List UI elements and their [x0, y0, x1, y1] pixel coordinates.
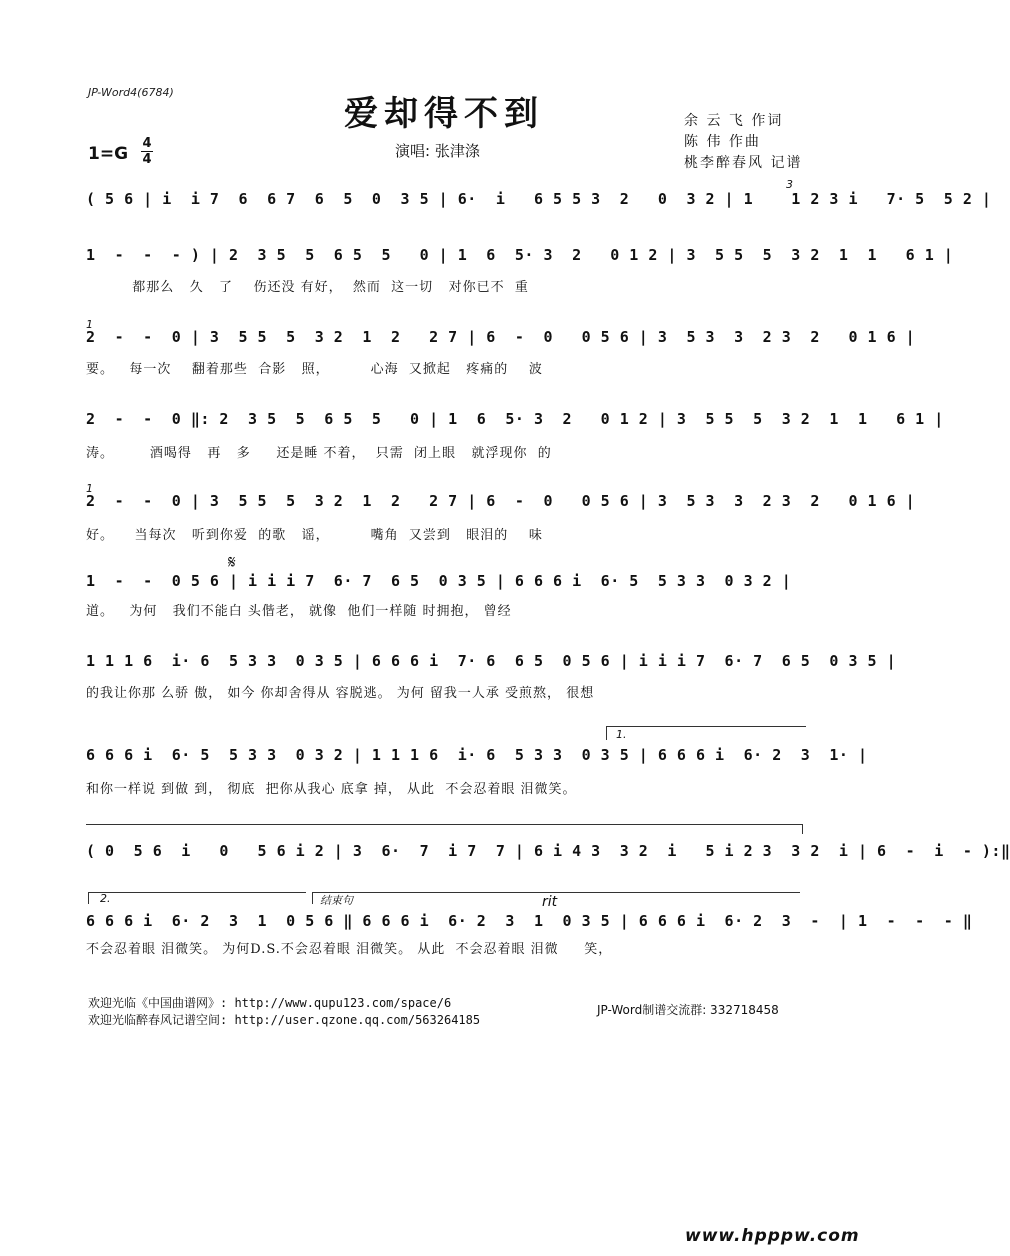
footer-link-2: 欢迎光临醉春风记谱空间: http://user.qzone.qq.com/563264185 — [88, 1013, 481, 1027]
ritardando-mark: rit — [542, 894, 558, 910]
first-ending-label: 1. — [616, 728, 627, 741]
notes-line: 6 6 6 i 6· 2 3 1 0 5 6 ‖ 6 6 6 i 6· 2 3 1 0 3 5 | 6 6 6 i 6· 2 3 - | 1 - - - ‖ — [86, 912, 973, 930]
ending-bracket-edge — [88, 892, 89, 904]
time-bottom: 4 — [142, 152, 152, 167]
site-watermark: www.hpppw.com — [685, 1226, 860, 1246]
notes-line: 1 - - 0 5 6 | i i i 7 6· 7 6 5 0 3 5 | 6 6 6 i 6· 5 5 3 3 0 3 2 | — [86, 572, 792, 590]
ending-bracket — [88, 892, 306, 893]
notes-line: 1 - - - ) | 2 3 5 5 6 5 5 0 | 1 6 5· 3 2 0 1 2 | 3 5 5 5 3 2 1 1 6 1 | — [86, 246, 954, 264]
lyrics-line: 都那么 久 了 伤还没 有好， 然而 这一切 对你已不 重 — [86, 280, 529, 295]
composer-credit: 陈 伟 作曲 — [684, 134, 761, 150]
time-top: 4 — [142, 136, 152, 151]
lyrics-line: 道。 为何 我们不能白 头偕老， 就像 他们一样随 时拥抱， 曾经 — [86, 604, 512, 619]
ending-bracket-edge — [802, 824, 803, 834]
second-ending-label: 2. — [100, 892, 111, 905]
singer-credit: 演唱: 张津涤 — [395, 142, 480, 160]
ending-bracket — [86, 824, 802, 825]
footer-link-1: 欢迎光临《中国曲谱网》: http://www.qupu123.com/space/6 — [88, 996, 452, 1010]
coda-bracket — [312, 892, 800, 893]
grace-note: 3 — [786, 178, 793, 191]
notes-line: 2 - - 0 | 3 5 5 5 3 2 1 2 2 7 | 6 - 0 0 5 6 | 3 5 3 3 2 3 2 0 1 6 | — [86, 492, 916, 510]
key-signature: 1=G — [88, 144, 129, 164]
grace-note: 1 — [86, 482, 93, 495]
lyrics-line: 要。 每一次 翻着那些 合影 照， 心海 又掀起 疼痛的 波 — [86, 362, 543, 377]
ending-bracket — [606, 726, 806, 727]
grace-note: 1 — [86, 318, 93, 331]
notes-line: 6 6 6 i 6· 5 5 3 3 0 3 2 | 1 1 1 6 i· 6 5 3 3 0 3 5 | 6 6 6 i 6· 2 3 1· | — [86, 746, 868, 764]
coda-label: 结束句 — [320, 894, 353, 907]
coda-bracket-edge — [312, 892, 313, 904]
lyrics-line: 好。 当每次 听到你爱 的歌 谣， 嘴角 又尝到 眼泪的 味 — [86, 528, 543, 543]
lyrics-line: 涛。 酒喝得 再 多 还是睡 不着， 只需 闭上眼 就浮现你 的 — [86, 446, 552, 461]
segno-sign: 𝄋 — [228, 552, 236, 573]
lyrics-line: 的我让你那 么骄 傲， 如今 你却舍得从 容脱逃。 为何 留我一人承 受煎熬， 很想 — [86, 686, 595, 701]
notes-line: 2 - - 0 ‖: 2 3 5 5 6 5 5 0 | 1 6 5· 3 2 0 1 2 | 3 5 5 5 3 2 1 1 6 1 | — [86, 410, 944, 428]
notes-line: 1 1 1 6 i· 6 5 3 3 0 3 5 | 6 6 6 i 7· 6 6 5 0 5 6 | i i i 7 6· 7 6 5 0 3 5 | — [86, 652, 897, 670]
transcriber-credit: 桃李醉春风 记谱 — [684, 155, 803, 171]
notes-line: ( 5 6 | i i 7 6 6 7 6 5 0 3 5 | 6· i 6 5 5 3 2 0 3 2 | 1 1 2 3 i 7· 5 5 2 | — [86, 190, 992, 208]
lyricist-credit: 余 云 飞 作词 — [684, 113, 784, 129]
lyrics-line: 和你一样说 到做 到， 彻底 把你从我心 底拿 掉， 从此 不会忍着眼 泪微笑。 — [86, 782, 577, 797]
time-signature — [141, 137, 153, 166]
lyrics-line: 不会忍着眼 泪微笑。 为何D.S.不会忍着眼 泪微笑。 从此 不会忍着眼 泪微 笑， — [86, 942, 613, 957]
footer-group-number: JP-Word制谱交流群: 332718458 — [597, 1003, 779, 1017]
notes-line: 2 - - 0 | 3 5 5 5 3 2 1 2 2 7 | 6 - 0 0 5 6 | 3 5 3 3 2 3 2 0 1 6 | — [86, 328, 916, 346]
song-title: 爱却得不到 — [344, 94, 544, 134]
software-tag: JP-Word4(6784) — [88, 86, 174, 99]
notes-line: ( 0 5 6 i 0 5 6 i 2 | 3 6· 7 i 7 7 | 6 i 4 3 3 2 i 5 i 2 3 3 2 i | 6 - i - ):‖ — [86, 842, 1010, 860]
ending-bracket-edge — [606, 726, 607, 740]
